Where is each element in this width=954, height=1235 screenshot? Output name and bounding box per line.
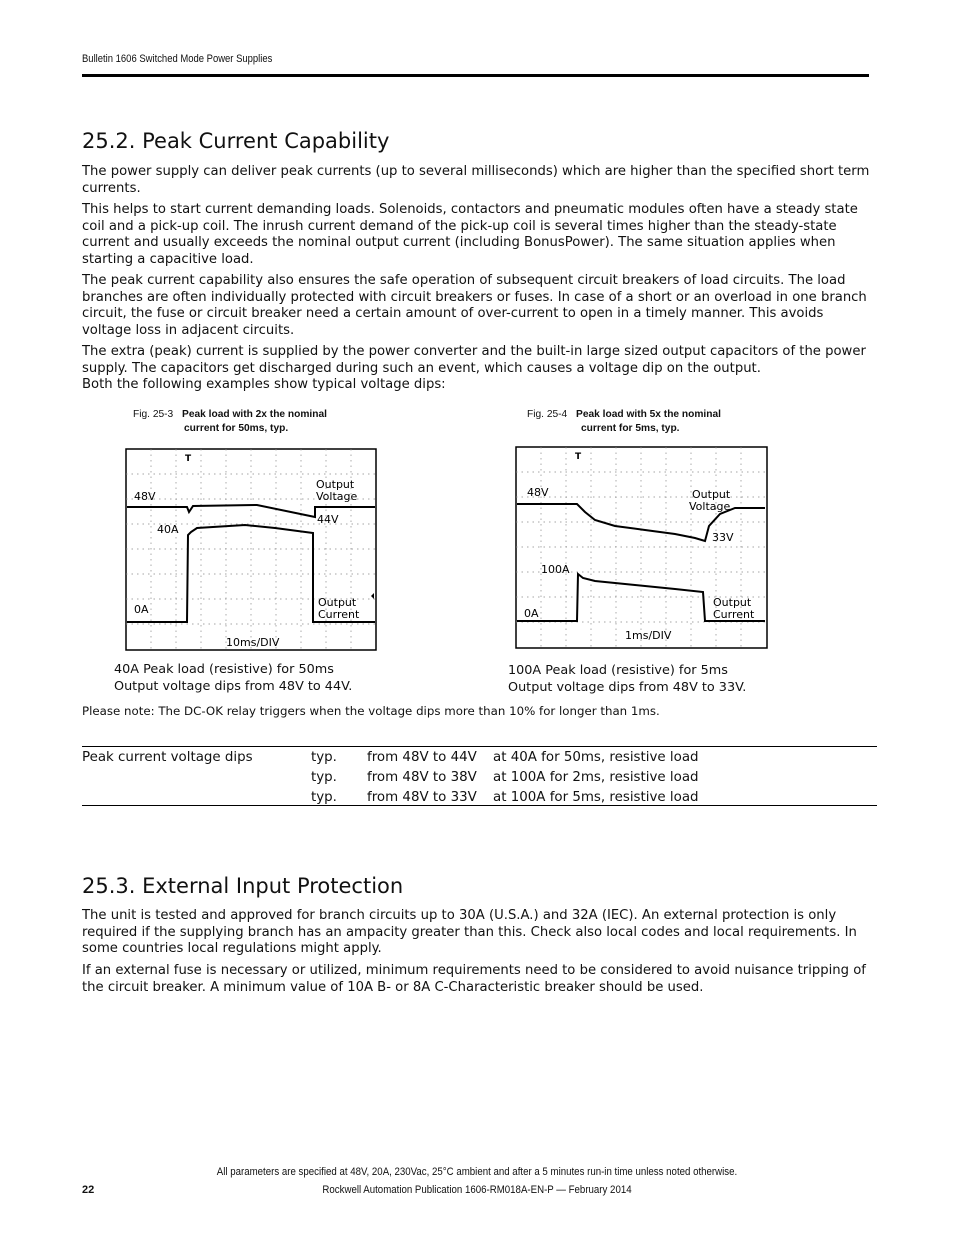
paragraph: This helps to start current demanding loads. Solenoids, contactors and pneumatic modules often have a steady state coil and a pick-up coil. The inrush current demand of the pick-up coil is several times higher than the steady-state current and usually exceeds the nominal output current (including BonusPower). The same situation applies when starting a capacitive load. [82,202,858,267]
paragraph: Both the following examples show typical voltage dips: [82,377,446,392]
current-level-label: 40A [157,523,179,536]
param-cell: Peak current voltage dips [82,749,253,765]
figure-number: Fig. 25-3 [133,409,174,420]
output-voltage-label: Output [316,478,355,491]
paragraph: If an external fuse is necessary or utilized, minimum requirements need to be considered to avoid nuisance tripping of the circuit breaker. A minimum value of 10A B- or 8A C-Characteristic breaker should be used. [82,963,866,995]
current-level-label: 100A [541,563,570,576]
condition-cell: at 100A for 5ms, resistive load [493,789,699,805]
paragraph: The power supply can deliver peak currents (up to several milliseconds) which are higher than the specified short term currents. [82,164,870,196]
figure-title: Peak load with 5x the nominal [576,409,721,420]
header-rule [82,74,869,77]
voltage-dip-label: 44V [317,513,339,526]
condition-cell: at 40A for 50ms, resistive load [493,749,699,765]
zero-current-label: 0A [524,607,539,620]
paragraph: The unit is tested and approved for branch circuits up to 30A (U.S.A.) and 32A (IEC). An external protection is only required if the supplying branch has an ampacity greater than this. Check also local codes and local requirements. In some countries local regulations might apply. [82,908,857,956]
output-current-label: Output [713,596,752,609]
figure-description-line: Output voltage dips from 48V to 33V. [508,680,747,695]
zero-current-label: 0A [134,603,149,616]
footer-publication: Rockwell Automation Publication 1606-RM018A-EN-P — February 2014 [322,1184,632,1196]
figure-description [508,662,746,696]
page-number: 22 [82,1184,95,1196]
figure-caption [527,408,721,436]
table-row [82,767,877,787]
output-current-label: Current [318,608,360,621]
figure-title: current for 5ms, typ. [581,423,680,434]
range-cell: from 48V to 38V [367,769,477,785]
output-voltage-label: Output [692,488,731,501]
running-header: Bulletin 1606 Switched Mode Power Supplies [82,53,273,65]
section-heading-input-protection: 25.3. External Input Protection [82,874,404,898]
condition-cell: at 100A for 2ms, resistive load [493,769,699,785]
oscilloscope-capture-2x [125,448,377,651]
figure-description-line: Output voltage dips from 48V to 44V. [114,679,353,694]
oscilloscope-capture-5x [515,446,768,649]
output-voltage-label: Voltage [316,490,358,503]
footer-params-note: All parameters are specified at 48V, 20A, 230Vac, 25°C ambient and after a 5 minutes run-in time unless noted otherwise. [216,1166,738,1178]
figure-description-line: 100A Peak load (resistive) for 5ms [508,663,728,678]
paragraph: The peak current capability also ensures the safe operation of subsequent circuit breakers of load circuits. The load branches are often individually protected with circuit breakers or fuses. In case of a short or an overload in one branch circuit, the fuse or circuit breaker need a certain amount of over-current to open in a timely manner. This avoids voltage loss in adjacent circuits. [82,273,867,338]
voltage-dip-label: 33V [712,531,734,544]
output-voltage-label: Voltage [689,500,731,513]
paragraph: The extra (peak) current is supplied by the power converter and the built-in large sized output capacitors of the power supply. The capacitors get discharged during such an event, which causes a voltage dip on the output. [82,344,866,376]
param-cell [82,767,311,787]
figure-number: Fig. 25-4 [527,409,568,420]
figure-caption [133,408,327,436]
range-cell: from 48V to 44V [367,749,477,765]
qualifier-cell: typ. [311,749,337,765]
voltage-level-label: 48V [527,486,549,499]
dc-ok-note: Please note: The DC-OK relay triggers when the voltage dips more than 10% for longer than 1ms. [82,704,660,718]
figure-title: Peak load with 2x the nominal [182,409,327,420]
range-cell: from 48V to 33V [367,789,477,805]
timebase-label: 10ms/DIV [226,636,280,649]
figure-title: current for 50ms, typ. [184,423,289,434]
param-cell [82,787,311,807]
qualifier-cell: typ. [311,789,337,805]
trigger-marker: T [575,452,582,462]
section-heading-peak-current: 25.2. Peak Current Capability [82,129,390,153]
qualifier-cell: typ. [311,769,337,785]
output-current-label: Current [713,608,755,621]
voltage-level-label: 48V [134,490,156,503]
table-row [82,787,877,807]
figure-description [114,661,352,695]
table-row [82,747,877,767]
spec-table [82,747,877,807]
timebase-label: 1ms/DIV [625,629,672,642]
table-bottom-rule [82,805,877,806]
output-current-label: Output [318,596,357,609]
trigger-marker: T [185,454,192,464]
figure-description-line: 40A Peak load (resistive) for 50ms [114,662,334,677]
